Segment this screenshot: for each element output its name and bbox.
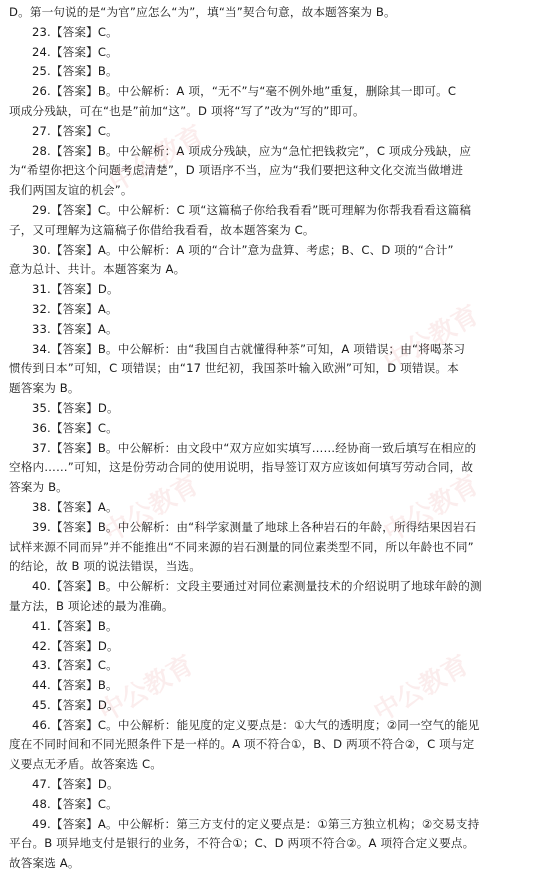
text-line: 量方法，B 项论述的最为准确。 [9, 598, 174, 613]
text-line: 48.【答案】C。 [32, 796, 118, 811]
text-line: 度在不同时间和不同光照条件下是一样的。A 项不符合①，B、D 两项不符合②，C 项与定 [9, 737, 475, 752]
text-line: 故答案选 A。 [9, 856, 80, 871]
text-line: 34.【答案】B。中公解析：由“我国自古就懂得种茶”可知，A 项错误；由“将喝茶习 [32, 341, 466, 356]
text-line: 27.【答案】C。 [32, 123, 118, 138]
text-line: 37.【答案】B。中公解析：由文段中“双方应如实填写……经协商一致后填写在相应的 [32, 440, 477, 455]
text-line: 36.【答案】C。 [32, 420, 118, 435]
text-line: 47.【答案】D。 [32, 777, 119, 792]
text-line: 42.【答案】D。 [32, 638, 119, 653]
text-line: 答案为 B。 [9, 480, 68, 495]
text-line: 义要点无矛盾。故答案选 C。 [9, 757, 163, 772]
text-line: 30.【答案】A。中公解析：A 项的“合计”意为盘算、考虑；B、C、D 项的“合计” [32, 242, 454, 257]
text-line: 28.【答案】B。中公解析：A 项成分残缺，应为“急忙把钱救完”，C 项成分残缺，应 [32, 143, 472, 158]
watermark-logo: 中公教育 [379, 470, 485, 549]
watermark-logo: 中公教育 [379, 300, 485, 379]
text-line: 26.【答案】B。中公解析：A 项，“无不”与“毫不例外地”重复，删除其一即可。C [32, 84, 457, 99]
answer-key-page [9, 3, 541, 874]
watermark-logo: 中公教育 [99, 470, 205, 549]
text-line: 空格内……”可知，这是份劳动合同的使用说明，指导签订双方应该如何填写劳动合同，故 [9, 460, 474, 475]
text-line: 49.【答案】A。中公解析：第三方支付的定义要点是：①第三方独立机构；②交易支持 [32, 816, 480, 831]
watermark-logo: 中公教育 [369, 650, 475, 729]
text-line: 45.【答案】D。 [32, 697, 119, 712]
text-line: 39.【答案】B。中公解析：由“科学家测量了地球上各种岩石的年龄，所得结果因岩石 [32, 519, 477, 534]
text-line: D。第一句说的是“为官”应怎么“为”，填“当”契合句意，故本题答案为 B。 [9, 5, 396, 19]
text-line: 43.【答案】C。 [32, 658, 118, 673]
watermark-logo: 中公教育 [104, 120, 210, 199]
text-line: 为“希望你把这个问题考虑清楚”，D 项语序不当，应为“我们要把这种文化交流当做增进 [9, 163, 464, 178]
text-line: 项成分残缺，可在“也是”前加“这”。D 项将“写了”改为“写的”即可。 [9, 103, 365, 118]
text-line: 题答案为 B。 [9, 381, 80, 396]
text-line: 子，又可理解为这篇稿子你借给我看看，故本题答案为 C。 [9, 222, 315, 237]
text-line: 25.【答案】B。 [32, 64, 118, 79]
text-line: 惯传到日本”可知，C 项错误；由“17 世纪初，我国茶叶输入欧洲”可知，D 项错误。本 [9, 361, 459, 376]
text-line: 31.【答案】D。 [32, 282, 119, 297]
text-line: 35.【答案】D。 [32, 400, 119, 415]
text-line: 46.【答案】C。中公解析：能见度的定义要点是：①大气的透明度；②同一空气的能见 [32, 717, 480, 732]
text-line: 33.【答案】A。 [32, 321, 118, 336]
text-line: 40.【答案】B。中公解析：文段主要通过对同位素测量技术的介绍说明了地球年龄的测 [32, 579, 482, 594]
text-line: 平台。B 项异地支付是银行的业务，不符合①；C、D 两项不符合②。A 项符合定义要点。 [9, 836, 475, 851]
text-line: 32.【答案】A。 [32, 301, 118, 316]
text-line: 的结论，故 B 项的说法错误，当选。 [9, 559, 201, 574]
text-line: 试样来源不同而异”并不能推出“不同来源的岩石测量的同位素类型不同，所以年龄也不同” [9, 539, 474, 554]
text-line: 24.【答案】C。 [32, 44, 118, 59]
text-line: 29.【答案】C。中公解析：C 项“这篇稿子你给我看看”既可理解为你帮我看看这篇稿 [32, 202, 472, 217]
text-line: 44.【答案】B。 [32, 678, 118, 693]
text-line: 我们两国友谊的机会”。 [9, 183, 133, 198]
watermark-logo: 中公教育 [94, 650, 200, 729]
text-line: 意为总计、共计。本题答案为 A。 [9, 262, 186, 277]
text-line: 38.【答案】A。 [32, 499, 118, 514]
text-line: 23.【答案】C。 [32, 24, 118, 39]
text-line: 41.【答案】B。 [32, 618, 118, 633]
